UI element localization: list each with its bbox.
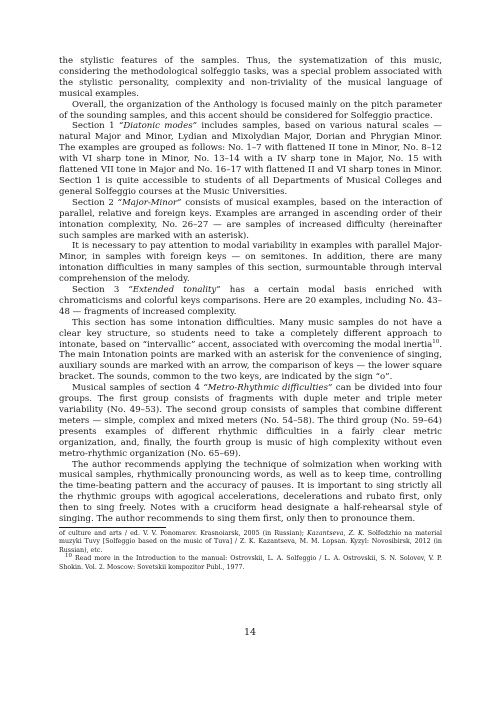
footnotes (59, 530, 442, 572)
page-number: 14 (243, 627, 257, 638)
body-text (59, 56, 442, 525)
section-title-metro-rhythmic: “Metro-Rhythmic difficulties” (203, 383, 333, 394)
paragraph-section-2: Section 2 “Major-Minor” consists of musical examples, based on the interaction of parallel, relative and foreign keys. Examples are arranged in ascending order of their intonation complexity, No. 26–27 — are samples of increased difficulty (hereinafter such samples are marked with an asterisk). (59, 197, 442, 241)
footnote-marker-10: 10 (65, 553, 72, 560)
paragraph-section-3: Section 3 “Extended tonality” has a certain modal basis enriched with chromaticisms and colorful keys comparisons. Here are 20 examples, including No. 43–48 — fragments of increased complexity. (59, 285, 442, 317)
section-title-extended-tonality: “Extended tonality” (128, 285, 221, 296)
section-title-diatonic-modes: “Diatonic modes” (119, 121, 198, 132)
footnote-10: $^{10}$ Read more in the Introduction to the manual: Ostrovskii, L. A. Solfeggio / L. A. Ostrovskii, S. N. Solovev, V. P. Shokin. Vol. 2. Moscow: Sovetskii kompozitor Publ., 1977. (59, 553, 442, 571)
section-title-major-minor: “Major-Minor” (117, 197, 182, 208)
footnote-author: Kazantseva, Z. K. (307, 529, 365, 537)
paragraph-1: the stylistic features of the samples. Thus, the systematization of this music, considering the methodological solfeggio tasks, was a special problem associated with the stylistic personality, complexity and non-triviality of the musical language of musical examples. (59, 56, 442, 99)
paragraph-intonation-difficulties: This section has some intonation difficulties. Many music samples do not have a clear key structure, so students need to take a completely different approach to intonate, based on “intervallic” accent, associated with overcoming the modal inertia$^{10}$. The main Intonation points are marked with an asterisk for the convenience of singing, auxiliary sounds are marked with an arrow, the comparison of keys — the lower square bracket. The sounds, common to the two keys, are indicated by the sign “o”. (59, 317, 442, 383)
page-content (59, 56, 442, 572)
paragraph-modal-variability: It is necessary to pay attention to modal variability in examples with parallel Major-Minor, in samples with foreign keys — on semitones. In addition, there are many intonation difficulties in many samples of this section, surmountable through interval comprehension of the melody. (59, 241, 442, 285)
paragraph-section-4: Musical samples of section 4 “Metro-Rhythmic difficulties” can be divided into four groups. The first group consists of fragments with duple meter and triple meter variability (No. 49–53). The second group consists of samples that combine different meters — simple, complex and mixed meters (No. 54–58). The third group (No. 59–64) presents examples of different rhythmic difficulties in a fairly clear metric organization, and, finally, the fourth group is music of high complexity without even metro-rhythmic organization (No. 65–69). (59, 383, 442, 459)
paragraph-solmization: The author recommends applying the technique of solmization when working with musical samples, rhythmically pronouncing words, as well as to keep time, controlling the time-beating pattern and the accuracy of pauses. It is important to sing strictly all the rhythmic groups with agogical accelerations, decelerations and rubato first, only then to sing freely. Notes with a cruciform head designate a half-rehearsal style of singing. The author recommends to sing them first, only then to pronounce them. (59, 459, 442, 525)
footnote-divider (59, 527, 166, 528)
footnote-ref-10[interactable]: 10 (432, 338, 440, 345)
paragraph-2: Overall, the organization of the Anthology is focused mainly on the pitch parameter of the sounding samples, and this accent should be considered for Solfeggio practice. (59, 99, 442, 121)
footnote-continuation: of culture and arts / ed. V. V. Ponomarev. Krasnoiarsk, 2005 (in Russian); Kazantseva, Z. K. Solfedzhio na material muzyki Tuvy [Solfeggio based on the music of Tuva] / Z. K. Kazantseva, M. M. Lopsan. Kyzyl: Novosibirsk, 2012 (in Russian), etc. (59, 529, 442, 554)
paragraph-section-1: Section 1 “Diatonic modes” includes samples, based on various natural scales — natural Major and Minor, Lydian and Mixolydian Major, Dorian and Phrygian Minor. The examples are grouped as follows: No. 1–7 with flattened II tone in Minor, No. 8–12 with VI sharp tone in Minor, No. 13–14 with a IV sharp tone in Major, No. 15 with flattened VII tone in Major and No. 16–17 with flattened II and VI sharp tones in Minor. Section 1 is quite accessible to students of all Departments of Musical Colleges and general Solfeggio courses at the Music Universities. (59, 121, 442, 197)
